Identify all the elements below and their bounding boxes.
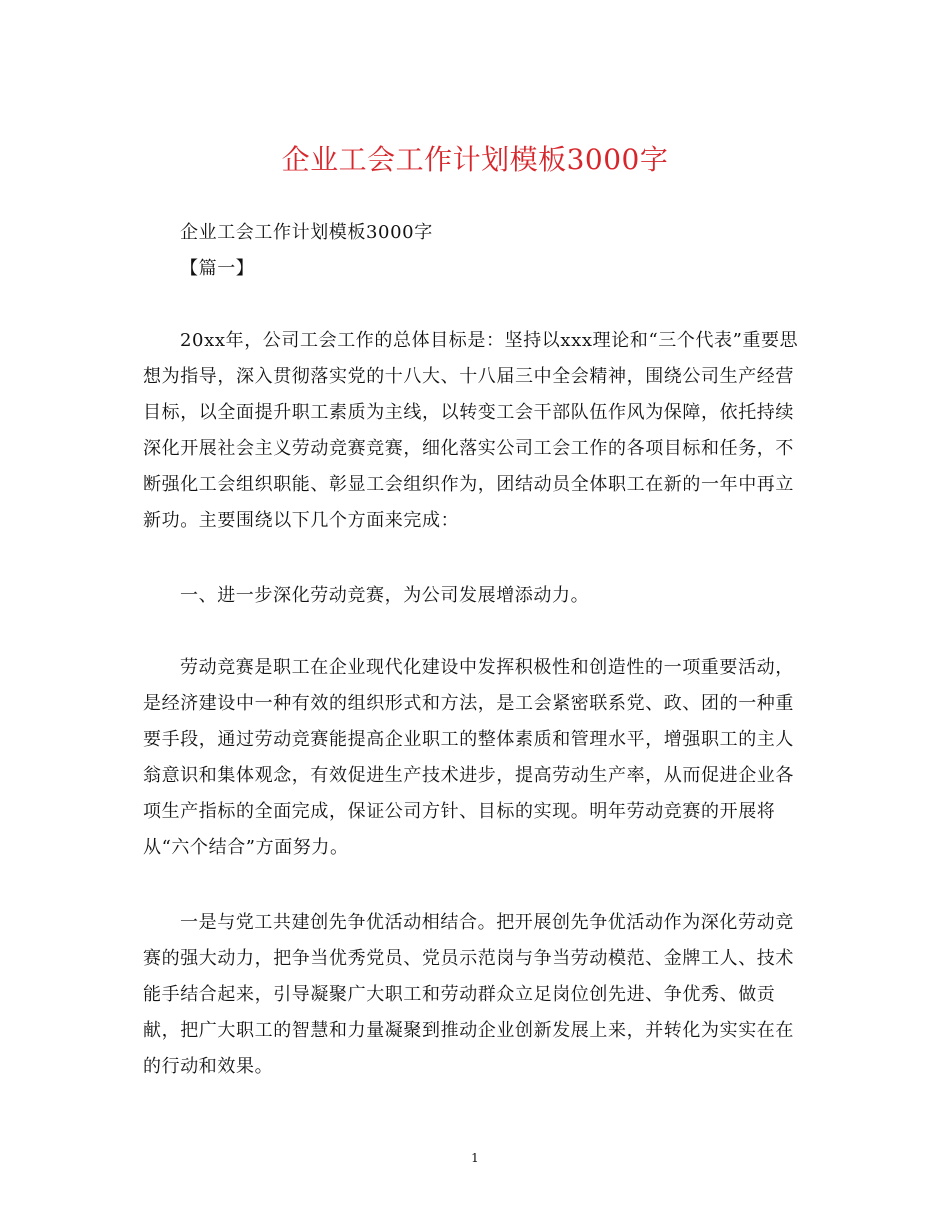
paragraph-line: 从“六个结合”方面努力。 [143, 837, 349, 858]
document-subtitle: 企业工会工作计划模板3000字 [180, 222, 433, 243]
paragraph-line: 能手结合起来，引导凝聚广大职工和劳动群众立足岗位创先进、争优秀、做贡 [143, 984, 776, 1005]
paragraph-line: 的行动和效果。 [143, 1056, 274, 1077]
section-label: 【篇一】 [180, 258, 255, 279]
paragraph-line: 献，把广大职工的智慧和力量凝聚到推动企业创新发展上来，并转化为实实在在 [143, 1020, 794, 1041]
paragraph-line: 劳动竞赛是职工在企业现代化建设中发挥积极性和创造性的一项重要活动， [180, 657, 794, 678]
paragraph-line: 一是与党工共建创先争优活动相结合。把开展创先争优活动作为深化劳动竞 [180, 912, 794, 933]
paragraph-line: 断强化工会组织职能、彰显工会组织作为，团结动员全体职工在新的一年中再立 [143, 474, 794, 495]
paragraph-line: 目标，以全面提升职工素质为主线，以转变工会干部队伍作风为保障，依托持续 [143, 402, 794, 423]
paragraph-line: 想为指导，深入贯彻落实党的十八大、十八届三中全会精神，围绕公司生产经营 [143, 366, 794, 387]
paragraph-line: 新功。主要围绕以下几个方面来完成： [143, 510, 460, 531]
paragraph-line: 翁意识和集体观念，有效促进生产技术进步，提高劳动生产率，从而促进企业各 [143, 765, 794, 786]
paragraph-line: 是经济建设中一种有效的组织形式和方法，是工会紧密联系党、政、团的一种重 [143, 693, 794, 714]
document-title: 企业工会工作计划模板3000字 [281, 143, 669, 176]
page-number: 1 [471, 1151, 479, 1165]
section-heading: 一、进一步深化劳动竞赛，为公司发展增添动力。 [180, 585, 590, 606]
paragraph-line: 深化开展社会主义劳动竞赛竞赛，细化落实公司工会工作的各项目标和任务，不 [143, 438, 794, 459]
paragraph-line: 要手段，通过劳动竞赛能提高企业职工的整体素质和管理水平，增强职工的主人 [143, 729, 794, 750]
paragraph-line: 项生产指标的全面完成，保证公司方针、目标的实现。明年劳动竞赛的开展将 [143, 801, 776, 822]
paragraph-line: 赛的强大动力，把争当优秀党员、党员示范岗与争当劳动模范、金牌工人、技术 [143, 948, 794, 969]
paragraph-line: 20xx年，公司工会工作的总体目标是：坚持以xxx理论和“三个代表”重要思 [180, 330, 799, 351]
